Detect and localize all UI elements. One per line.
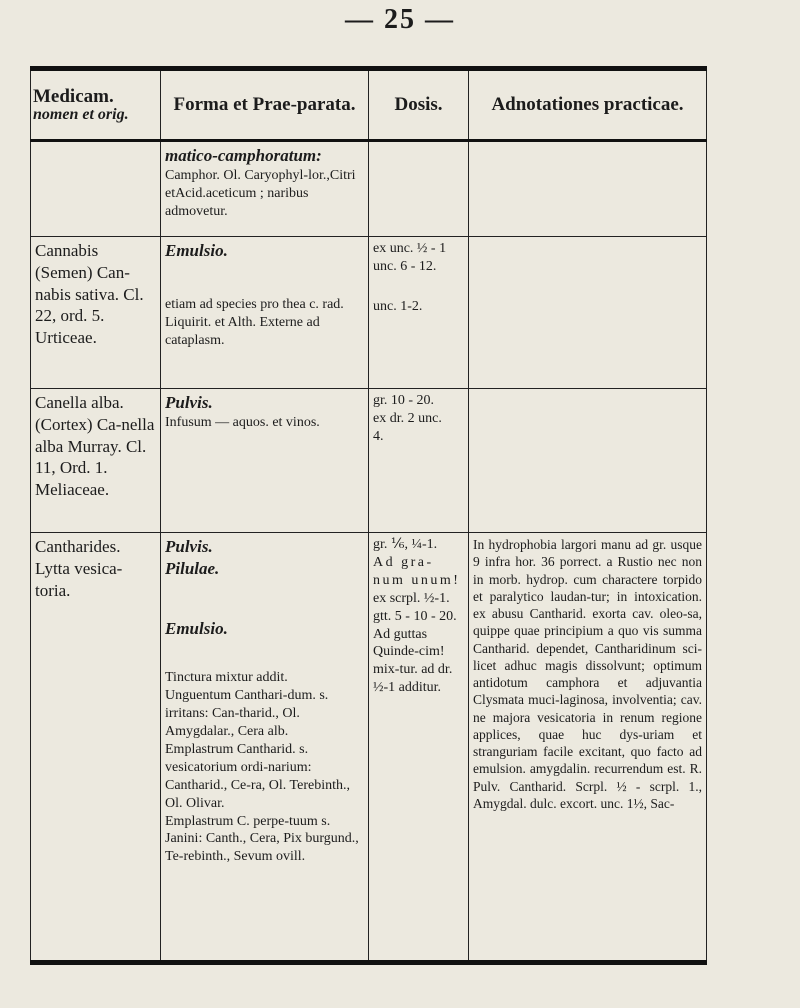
dose-entry: 4. bbox=[373, 428, 384, 444]
header-medicament-name: Medicam. bbox=[33, 85, 114, 107]
table-row bbox=[31, 389, 707, 533]
header-medicament-origin: nomen et orig. bbox=[33, 105, 129, 123]
dose-entry: gr. 10 - 20. bbox=[373, 393, 435, 408]
dose-cell bbox=[369, 389, 469, 533]
dose-entry: gr. ⅙, ¼-1. bbox=[373, 537, 438, 552]
form-entry: Emulsio. bbox=[165, 618, 228, 638]
header-notes: Adnotationes practicae. bbox=[469, 69, 707, 141]
header-forms: Forma et Prae-parata. bbox=[161, 69, 369, 141]
form-entry: etiam ad species pro thea c. rad. Liquirit. et Alth. Externe ad cataplasm. bbox=[165, 296, 344, 348]
form-entry: matico-camphoratum: bbox=[165, 146, 322, 165]
form-entry: Tinctura mixtur addit. bbox=[165, 670, 288, 686]
note-cell bbox=[469, 237, 707, 389]
dose-entry: ex unc. ½ - 1 bbox=[373, 241, 447, 256]
note-cell bbox=[469, 389, 707, 533]
medicament-cell: Cannabis (Semen) Can-nabis sativa. Cl. 22, ord. 5. Urticeae. bbox=[31, 237, 161, 389]
header-row bbox=[31, 69, 707, 141]
forms-cell bbox=[161, 533, 369, 963]
medicament-cell: Cantharides. Lytta vesica-toria. bbox=[31, 533, 161, 963]
dose-entry: unc. 6 - 12. bbox=[373, 258, 437, 274]
form-entry: Unguentum Canthari-dum. s. irritans: Can-tharid., Ol. Amygdalar., Cera alb. bbox=[165, 688, 329, 739]
forms-cell bbox=[161, 389, 369, 533]
dose-cell bbox=[369, 237, 469, 389]
dose-entry: ex dr. 2 unc. bbox=[373, 410, 442, 426]
form-entry: Pulvis. bbox=[165, 393, 213, 412]
dose-entry: gtt. 5 - 10 - 20. Ad guttas Quinde-cim! mix-tur. ad dr. ½-1 additur. bbox=[373, 608, 457, 696]
forms-cell bbox=[161, 237, 369, 389]
form-entry: Pilulae. bbox=[165, 558, 220, 578]
dose-entry: ex scrpl. ½-1. bbox=[373, 590, 450, 606]
header-medicament bbox=[31, 69, 161, 141]
dose-entry: unc. 1-2. bbox=[373, 298, 423, 314]
dose-cell bbox=[369, 141, 469, 237]
table-row bbox=[31, 141, 707, 237]
form-entry: Emplastrum C. perpe-tuum s. Janini: Canth., Cera, Pix burgund., Te-rebinth., Sevum ovill. bbox=[165, 813, 359, 865]
form-entry: Pulvis. bbox=[165, 537, 213, 556]
dose-cell bbox=[369, 533, 469, 963]
table-row bbox=[31, 237, 707, 389]
materia-medica-table bbox=[30, 66, 707, 965]
header-dose: Dosis. bbox=[369, 69, 469, 141]
note-cell: In hydrophobia largori manu ad gr. usque 9 infra hor. 36 porrect. a Rustio nec non in morb. hydrop. cum charactere torpido et paralytico laudan-tur; in intoxication. ex abusu Cantharid. exorta cav. oleo-sa, quippe quae principium a quo vis summa Cantharid. dependet, Cantharidinum sci-licet adhuc magis dissolvunt; optimum antidotum camphora et adjuvantia Clysmata muci-laginosa, involventia; cav. ne majora vesicatoria in renum regione applices, quae huc dys-uriam et stranguriam facile excitant, quo facto ad emulsion. amygdalin. recurrendum est. R. Pulv. Cantharid. Scrpl. ½ - scrpl. 1., Amygdal. dulc. excort. unc. 1½, Sac- bbox=[469, 533, 707, 963]
form-entry: Emplastrum Cantharid. s. vesicatorium ordi-narium: Cantharid., Ce-ra, Ol. Terebinth., Ol. Olivar. bbox=[165, 741, 350, 811]
dose-entry: Ad gra-num unum! bbox=[373, 554, 461, 588]
form-entry: Emulsio. bbox=[165, 241, 228, 260]
forms-cell bbox=[161, 141, 369, 237]
medicament-cell: Canella alba. (Cortex) Ca-nella alba Murray. Cl. 11, Ord. 1. Meliaceae. bbox=[31, 389, 161, 533]
form-entry: Infusum — aquos. et vinos. bbox=[165, 414, 320, 430]
medicament-cell bbox=[31, 141, 161, 237]
note-cell bbox=[469, 141, 707, 237]
page-number: — 25 — bbox=[345, 4, 455, 35]
form-entry: Camphor. Ol. Caryophyl-lor.,Citri etAcid.aceticum ; naribus admovetur. bbox=[165, 167, 356, 219]
table-row bbox=[31, 533, 707, 963]
